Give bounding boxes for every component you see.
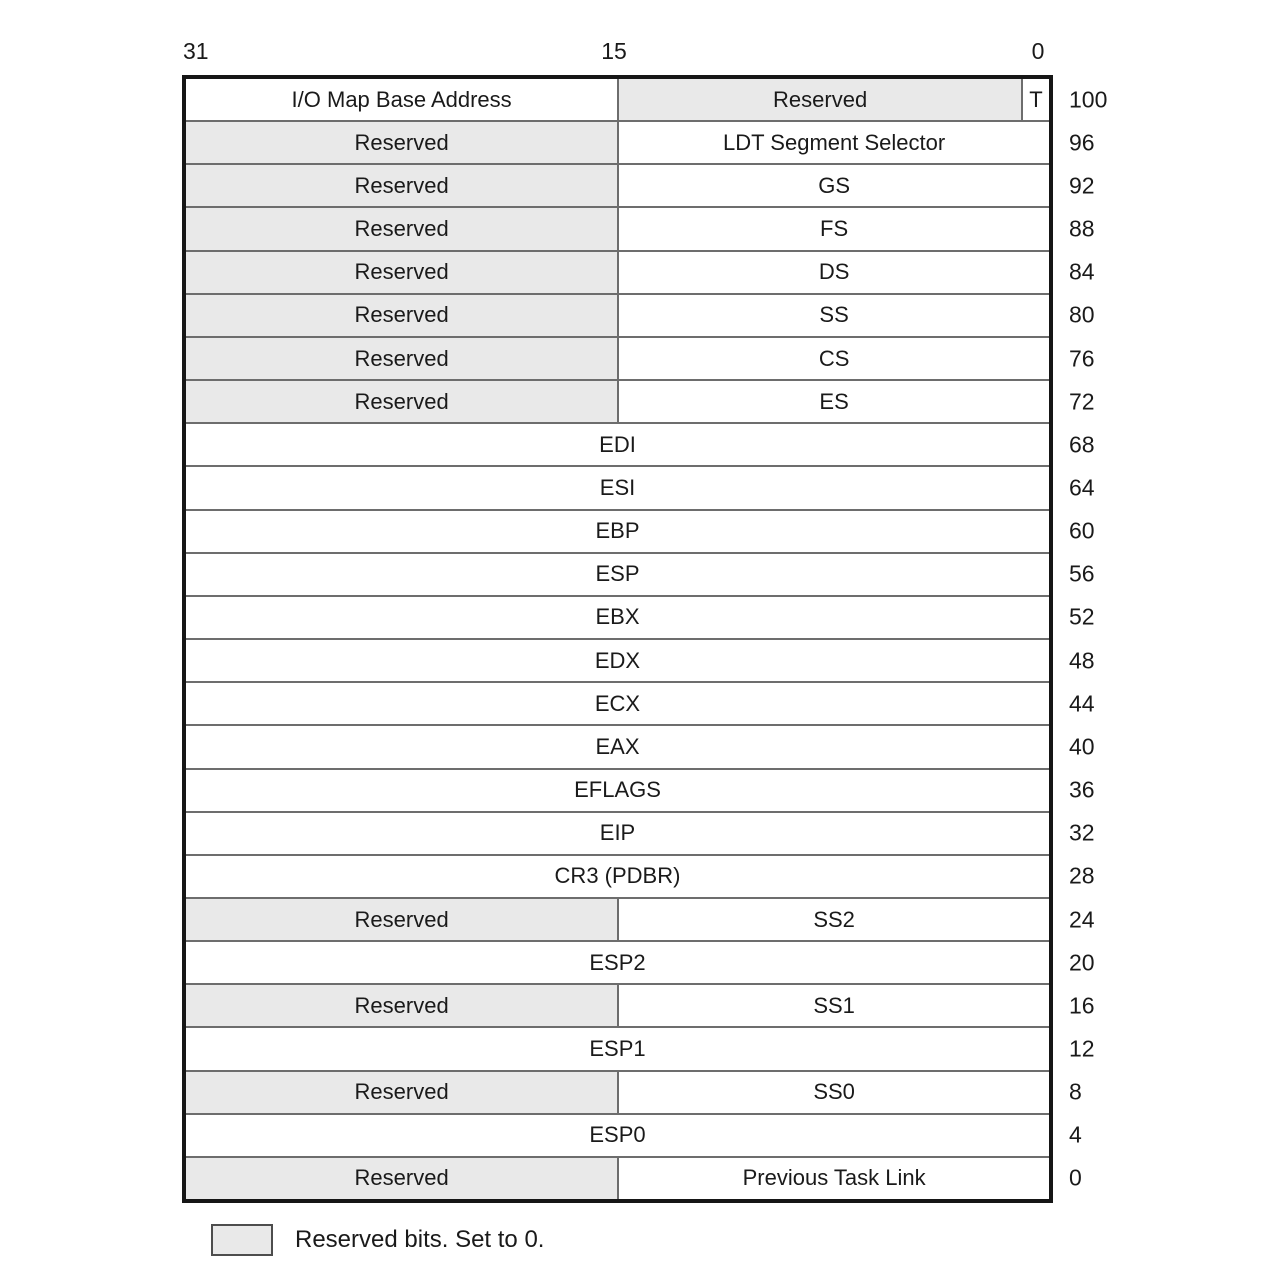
field-cell bbox=[619, 122, 1049, 163]
field-label: EBX bbox=[595, 604, 640, 630]
reserved-cell bbox=[186, 338, 619, 379]
field-cell bbox=[186, 813, 1049, 854]
field-label: Reserved bbox=[354, 302, 449, 328]
field-label: ESP bbox=[595, 561, 640, 587]
tss-row-offset-36 bbox=[186, 768, 1095, 811]
byte-offset-label: 72 bbox=[1069, 388, 1095, 415]
tss-row-offset-88 bbox=[186, 206, 1095, 249]
reserved-cell bbox=[186, 165, 619, 206]
field-label: LDT Segment Selector bbox=[723, 129, 946, 155]
field-label: EBP bbox=[595, 518, 640, 544]
tss-row-offset-8 bbox=[186, 1070, 1082, 1113]
tss-row-offset-32 bbox=[186, 811, 1095, 854]
tss-row-offset-72 bbox=[186, 379, 1095, 422]
tss-row-offset-24 bbox=[186, 897, 1095, 940]
field-label: SS2 bbox=[813, 906, 855, 932]
field-label: CS bbox=[818, 345, 850, 371]
field-label: GS bbox=[818, 172, 850, 198]
byte-offset-label: 52 bbox=[1069, 603, 1095, 630]
field-cell bbox=[619, 381, 1049, 422]
field-label: I/O Map Base Address bbox=[291, 86, 512, 112]
field-label: SS1 bbox=[813, 992, 855, 1018]
tss-row-offset-100 bbox=[186, 79, 1108, 120]
tss-row-offset-4 bbox=[186, 1113, 1082, 1156]
byte-offset-label: 12 bbox=[1069, 1035, 1095, 1062]
tss-row-offset-44 bbox=[186, 681, 1095, 724]
field-label: Reserved bbox=[354, 345, 449, 371]
bit-label-31: 31 bbox=[183, 38, 209, 64]
tss-row-offset-80 bbox=[186, 293, 1095, 336]
field-label: SS bbox=[819, 302, 849, 328]
byte-offset-label: 40 bbox=[1069, 733, 1095, 760]
tss-row-offset-68 bbox=[186, 422, 1095, 465]
bit-label-15: 15 bbox=[601, 38, 627, 64]
field-cell bbox=[1021, 79, 1049, 120]
byte-offset-label: 0 bbox=[1069, 1164, 1082, 1191]
tss-row-offset-56 bbox=[186, 552, 1095, 595]
field-label: Reserved bbox=[354, 992, 449, 1018]
byte-offset-label: 8 bbox=[1069, 1078, 1082, 1105]
field-label: Reserved bbox=[354, 259, 449, 285]
reserved-cell bbox=[619, 79, 1021, 120]
field-cell bbox=[619, 985, 1049, 1026]
field-label: Reserved bbox=[354, 388, 449, 414]
field-label: ESP2 bbox=[589, 949, 646, 975]
field-label: ESP1 bbox=[589, 1036, 646, 1062]
field-label: ESP0 bbox=[589, 1122, 646, 1148]
field-cell bbox=[619, 899, 1049, 940]
field-label: DS bbox=[818, 259, 850, 285]
field-label: Reserved bbox=[354, 216, 449, 242]
field-cell bbox=[619, 295, 1049, 336]
byte-offset-label: 56 bbox=[1069, 560, 1095, 587]
reserved-cell bbox=[186, 1158, 619, 1199]
tss-row-offset-64 bbox=[186, 465, 1095, 508]
tss-row-offset-52 bbox=[186, 595, 1095, 638]
byte-offset-label: 88 bbox=[1069, 215, 1095, 242]
reserved-cell bbox=[186, 208, 619, 249]
byte-offset-label: 60 bbox=[1069, 517, 1095, 544]
byte-offset-label: 48 bbox=[1069, 647, 1095, 674]
byte-offset-label: 80 bbox=[1069, 301, 1095, 328]
field-cell bbox=[186, 683, 1049, 724]
reserved-cell bbox=[186, 1072, 619, 1113]
field-cell bbox=[619, 208, 1049, 249]
field-label: ES bbox=[819, 388, 849, 414]
byte-offset-label: 68 bbox=[1069, 431, 1095, 458]
field-cell bbox=[619, 1158, 1049, 1199]
bit-label-0: 0 bbox=[1031, 38, 1045, 64]
tss-row-offset-48 bbox=[186, 638, 1095, 681]
field-label: EAX bbox=[595, 733, 640, 759]
field-label: Reserved bbox=[354, 1079, 449, 1105]
field-cell bbox=[186, 1115, 1049, 1156]
field-label: Reserved bbox=[354, 906, 449, 932]
field-cell bbox=[186, 942, 1049, 983]
field-label: EDI bbox=[599, 431, 636, 457]
field-label: T bbox=[1029, 86, 1043, 112]
field-label: EIP bbox=[599, 820, 636, 846]
reserved-cell bbox=[186, 252, 619, 293]
field-cell bbox=[186, 467, 1049, 508]
tss-row-offset-92 bbox=[186, 163, 1095, 206]
field-label: EFLAGS bbox=[574, 777, 661, 803]
reserved-cell bbox=[186, 985, 619, 1026]
field-cell bbox=[619, 252, 1049, 293]
field-cell bbox=[186, 856, 1049, 897]
field-cell bbox=[619, 338, 1049, 379]
tss-row-offset-0 bbox=[186, 1156, 1082, 1199]
field-label: Reserved bbox=[773, 86, 868, 112]
byte-offset-label: 76 bbox=[1069, 345, 1095, 372]
reserved-cell bbox=[186, 899, 619, 940]
reserved-cell bbox=[186, 381, 619, 422]
field-label: CR3 (PDBR) bbox=[554, 863, 681, 889]
legend bbox=[211, 1224, 544, 1256]
byte-offset-label: 84 bbox=[1069, 258, 1095, 285]
reserved-cell bbox=[186, 295, 619, 336]
field-cell bbox=[619, 165, 1049, 206]
legend-text: Reserved bits. Set to 0. bbox=[295, 1226, 545, 1253]
tss-row-offset-60 bbox=[186, 509, 1095, 552]
byte-offset-label: 100 bbox=[1069, 86, 1108, 113]
tss-row-offset-20 bbox=[186, 940, 1095, 983]
byte-offset-label: 36 bbox=[1069, 776, 1095, 803]
tss-row-offset-40 bbox=[186, 724, 1095, 767]
field-cell bbox=[186, 554, 1049, 595]
byte-offset-label: 24 bbox=[1069, 906, 1095, 933]
tss-row-offset-12 bbox=[186, 1026, 1095, 1069]
field-label: ECX bbox=[594, 690, 641, 716]
reserved-swatch bbox=[211, 1224, 273, 1256]
byte-offset-label: 64 bbox=[1069, 474, 1095, 501]
field-label: SS0 bbox=[813, 1079, 855, 1105]
tss-row-offset-76 bbox=[186, 336, 1095, 379]
byte-offset-label: 92 bbox=[1069, 172, 1095, 199]
byte-offset-label: 96 bbox=[1069, 129, 1095, 156]
field-cell bbox=[186, 640, 1049, 681]
field-cell bbox=[186, 424, 1049, 465]
byte-offset-label: 44 bbox=[1069, 690, 1095, 717]
field-cell bbox=[186, 726, 1049, 767]
tss-row-offset-16 bbox=[186, 983, 1095, 1026]
field-label: Reserved bbox=[354, 172, 449, 198]
byte-offset-label: 4 bbox=[1069, 1121, 1082, 1148]
field-label: ESI bbox=[599, 474, 636, 500]
field-label: Reserved bbox=[354, 129, 449, 155]
field-label: Previous Task Link bbox=[742, 1165, 926, 1191]
byte-offset-label: 16 bbox=[1069, 992, 1095, 1019]
tss-table bbox=[182, 75, 1108, 1203]
field-cell bbox=[186, 79, 619, 120]
tss-row-offset-96 bbox=[186, 120, 1095, 163]
field-label: FS bbox=[820, 216, 849, 242]
field-cell bbox=[186, 770, 1049, 811]
field-cell bbox=[186, 511, 1049, 552]
byte-offset-label: 20 bbox=[1069, 949, 1095, 976]
field-cell bbox=[619, 1072, 1049, 1113]
reserved-cell bbox=[186, 122, 619, 163]
byte-offset-label: 28 bbox=[1069, 862, 1095, 889]
field-label: EDX bbox=[594, 647, 641, 673]
field-label: Reserved bbox=[354, 1165, 449, 1191]
byte-offset-label: 32 bbox=[1069, 819, 1095, 846]
field-cell bbox=[186, 597, 1049, 638]
tss-row-offset-84 bbox=[186, 250, 1095, 293]
tss-row-offset-28 bbox=[186, 854, 1095, 897]
field-cell bbox=[186, 1028, 1049, 1069]
